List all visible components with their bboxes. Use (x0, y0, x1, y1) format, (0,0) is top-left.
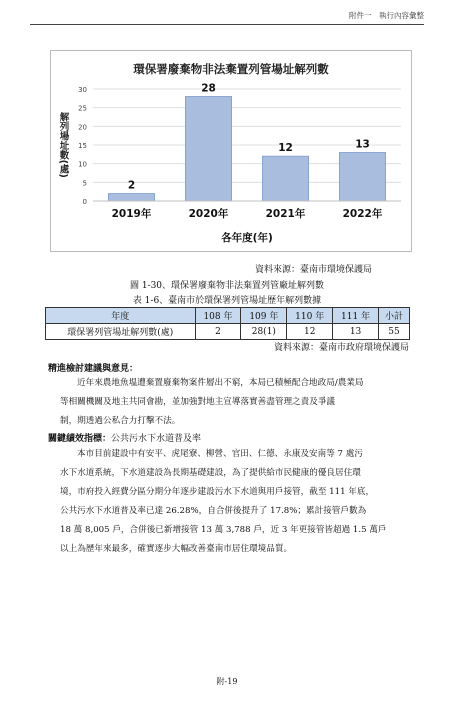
chart-title: 環保署廢棄物非法棄置列管場址解列數 (133, 62, 329, 76)
table-cell: 環保署列管場址解列數(處) (46, 324, 196, 340)
section-title-review: 精進檢討建議與意見： (48, 364, 139, 374)
y-tick-label: 25 (78, 104, 87, 113)
table-source: 資料來源：臺南市政府環境保護局 (273, 343, 409, 353)
bar-data-label: 28 (201, 82, 216, 95)
data-table (45, 307, 410, 340)
table-header-cell: 109 年 (241, 308, 287, 324)
text-line: 水下水道系統，下水道建設為長期基礎建設，為了提供給市民健康的優良居住環 (60, 468, 361, 478)
bar (108, 194, 154, 201)
x-tick-label: 2019年 (111, 208, 152, 220)
header-divider (30, 24, 424, 25)
bar-data-label: 13 (355, 138, 370, 151)
page-number: 附-19 (216, 677, 238, 686)
text-line: 公共污水下水道普及率已達 26.28%，自合併後提升了 17.8%；累計接管戶數為 (60, 506, 367, 516)
text-line: 境，市府投入經費分區分期分年逐步建設污水下水道與用戶接管，截至 111 年底， (60, 487, 375, 497)
table-cell: 28(1) (241, 324, 287, 340)
table-row (46, 324, 410, 340)
table-header-cell: 年度 (46, 308, 196, 324)
kpi-paragraph (60, 445, 408, 559)
kpi-label: 關鍵績效指標： (48, 434, 112, 444)
text-line: 等相關機關及地主共同會勘，並加強對地主宣導落實善盡管理之責及爭議 (60, 397, 336, 407)
y-axis-label: 解列場址數(處) (57, 112, 69, 178)
table-header-cell: 111 年 (333, 308, 379, 324)
bar (185, 96, 231, 201)
page-header: 附件一 執行內容彙整 (349, 11, 424, 20)
x-tick-label: 2022年 (342, 208, 383, 220)
text-line: 18 萬 8,005 戶，合併後已新增接管 13 萬 3,788 戶，近 3 年更接管皆超過 1.5 萬戶 (60, 525, 387, 535)
y-tick-label: 15 (78, 142, 87, 150)
text-line: 近年來農地魚塭遭棄置廢棄物案件層出不窮，本局已積極配合地政局/農業局 (77, 378, 364, 388)
text-line: 本市目前建設中有安平、虎尾寮、柳營、官田、仁德、永康及安南等 7 處污 (77, 449, 363, 459)
figure-caption: 圖 1-30、環保署廢棄物非法棄置列管廠址解列數 (129, 281, 325, 291)
x-tick-label: 2021年 (265, 208, 306, 220)
table-header-cell: 108 年 (195, 308, 241, 324)
bar (262, 156, 308, 201)
bar-chart-svg (51, 51, 411, 251)
table-caption: 表 1-6、臺南市於環保署列管場址歷年解列數據 (132, 296, 322, 306)
x-axis-label: 各年度(年) (221, 232, 273, 244)
table-header-cell: 小計 (378, 308, 409, 324)
y-tick-label: 10 (78, 160, 87, 169)
bar-data-label: 2 (127, 179, 136, 192)
table-header-row (46, 308, 410, 324)
bar-chart (50, 50, 412, 252)
kpi-line (48, 431, 201, 444)
table-header-cell: 110 年 (287, 308, 333, 324)
review-paragraph (60, 374, 408, 431)
table-cell: 55 (378, 324, 409, 340)
text-line: 以上為歷年來最多，確實逐步大幅改善臺南市居住環境品質。 (60, 544, 293, 554)
table-cell: 2 (195, 324, 241, 340)
table-cell: 12 (287, 324, 333, 340)
bar-data-label: 12 (278, 142, 293, 155)
x-tick-label: 2020年 (188, 208, 229, 220)
y-tick-label: 5 (82, 179, 87, 188)
y-tick-label: 30 (78, 86, 87, 94)
kpi-value: 公共污水下水道普及率 (111, 434, 202, 444)
y-tick-label: 0 (82, 198, 87, 206)
bar (339, 152, 385, 201)
chart-source: 資料來源：臺南市環境保護局 (254, 265, 372, 275)
text-line: 制，期透過公私合力打擊不法。 (60, 416, 181, 426)
table-cell: 13 (333, 324, 379, 340)
y-tick-label: 20 (78, 123, 87, 132)
